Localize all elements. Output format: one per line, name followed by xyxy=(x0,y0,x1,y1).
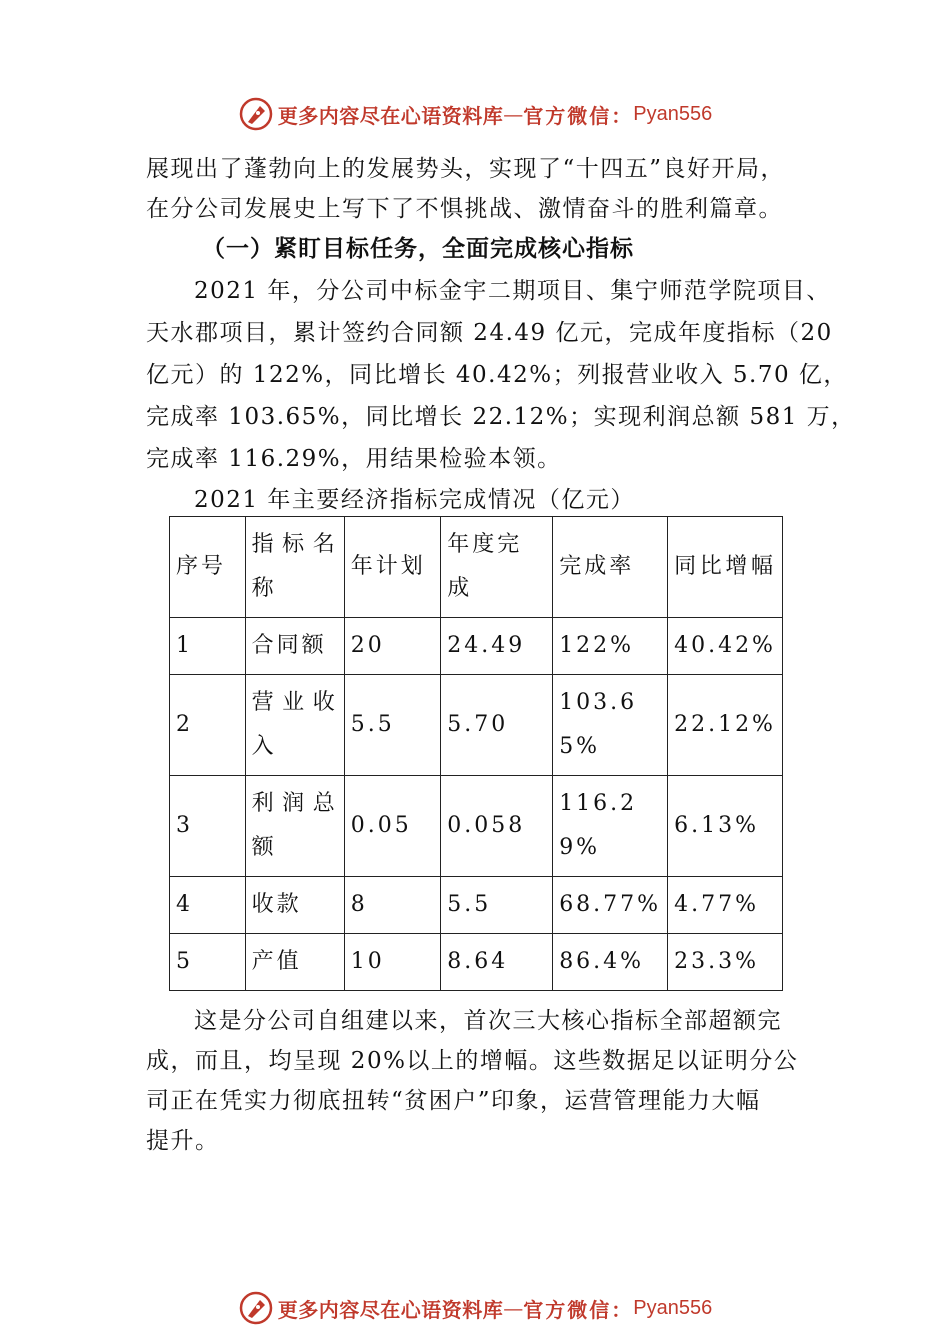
cell: 116.29% xyxy=(553,776,668,877)
paragraph-line: 成，而且，均呈现 20%以上的增幅。这些数据足以证明分公 xyxy=(146,1048,799,1074)
header-banner xyxy=(0,94,950,134)
cell: 0.05 xyxy=(344,776,441,877)
cell: 产值 xyxy=(245,934,344,991)
banner-text: 更多内容尽在心语资料库 xyxy=(277,103,504,128)
header-cell: 年度完成 xyxy=(441,517,553,618)
cell: 23.3% xyxy=(668,934,783,991)
body-line: 在分公司发展史上写下了不惧挑战、激情奋斗的胜利篇章。 xyxy=(146,196,783,222)
cell: 营业收入 xyxy=(245,675,344,776)
banner-wechat-label: 官方微信： xyxy=(523,1297,634,1322)
cell: 40.42% xyxy=(668,618,783,675)
header-cell: 指标名称 xyxy=(245,517,344,618)
cell: 6.13% xyxy=(668,776,783,877)
cell: 5.70 xyxy=(441,675,553,776)
banner-dash: — xyxy=(503,102,524,126)
paragraph-line: 亿元）的 122%，同比增长 40.42%；列报营业收入 5.70 亿， xyxy=(146,362,848,388)
cell: 8.64 xyxy=(441,934,553,991)
paragraph-line: 天水郡项目，累计签约合同额 24.49 亿元，完成年度指标（20 xyxy=(146,320,833,346)
table-row xyxy=(170,934,783,991)
cell: 10 xyxy=(344,934,441,991)
section-heading: （一）紧盯目标任务，全面完成核心指标 xyxy=(202,235,634,262)
cell: 5.5 xyxy=(441,877,553,934)
banner-wechat-id: Pyan556 xyxy=(633,1296,713,1319)
banner-wechat-label: 官方微信： xyxy=(523,103,634,128)
header-cell: 序号 xyxy=(170,517,246,618)
paragraph-line: 司正在凭实力彻底扭转“贫困户”印象，运营管理能力大幅 xyxy=(146,1088,761,1114)
cell: 收款 xyxy=(245,877,344,934)
table-row xyxy=(170,877,783,934)
table-row xyxy=(170,675,783,776)
cell: 0.058 xyxy=(441,776,553,877)
cell: 1 xyxy=(170,618,246,675)
cell: 2 xyxy=(170,675,246,776)
table-row xyxy=(170,776,783,877)
cell: 86.4% xyxy=(553,934,668,991)
cell: 5 xyxy=(170,934,246,991)
header-cell: 完成率 xyxy=(553,517,668,618)
cell: 5.5 xyxy=(344,675,441,776)
paragraph-line: 完成率 103.65%，同比增长 22.12%；实现利润总额 581 万， xyxy=(146,404,856,430)
cell: 22.12% xyxy=(668,675,783,776)
indicator-table xyxy=(169,516,783,991)
cell: 合同额 xyxy=(245,618,344,675)
pen-nib-icon xyxy=(238,1290,274,1326)
paragraph-line: 完成率 116.29%，用结果检验本领。 xyxy=(146,446,562,472)
cell: 4 xyxy=(170,877,246,934)
cell: 利润总额 xyxy=(245,776,344,877)
paragraph-line: 这是分公司自组建以来，首次三大核心指标全部超额完 xyxy=(194,1008,782,1034)
cell: 20 xyxy=(344,618,441,675)
cell: 24.49 xyxy=(441,618,553,675)
body-line: 展现出了蓬勃向上的发展势头，实现了“十四五”良好开局， xyxy=(146,156,786,182)
table-row xyxy=(170,618,783,675)
cell: 8 xyxy=(344,877,441,934)
footer-banner xyxy=(0,1288,950,1328)
banner-dash: — xyxy=(503,1296,524,1320)
banner-wechat-id: Pyan556 xyxy=(633,102,713,125)
cell: 4.77% xyxy=(668,877,783,934)
paragraph-line: 提升。 xyxy=(146,1128,220,1154)
cell: 122% xyxy=(553,618,668,675)
header-cell: 年计划 xyxy=(344,517,441,618)
header-cell: 同比增幅 xyxy=(668,517,783,618)
banner-text: 更多内容尽在心语资料库 xyxy=(277,1297,504,1322)
cell: 68.77% xyxy=(553,877,668,934)
cell: 3 xyxy=(170,776,246,877)
table-header-row xyxy=(170,517,783,618)
cell: 103.65% xyxy=(553,675,668,776)
paragraph-line: 2021 年，分公司中标金宇二期项目、集宁师范学院项目、 xyxy=(194,278,831,304)
table-caption: 2021 年主要经济指标完成情况（亿元） xyxy=(194,487,635,513)
pen-nib-icon xyxy=(238,96,274,132)
